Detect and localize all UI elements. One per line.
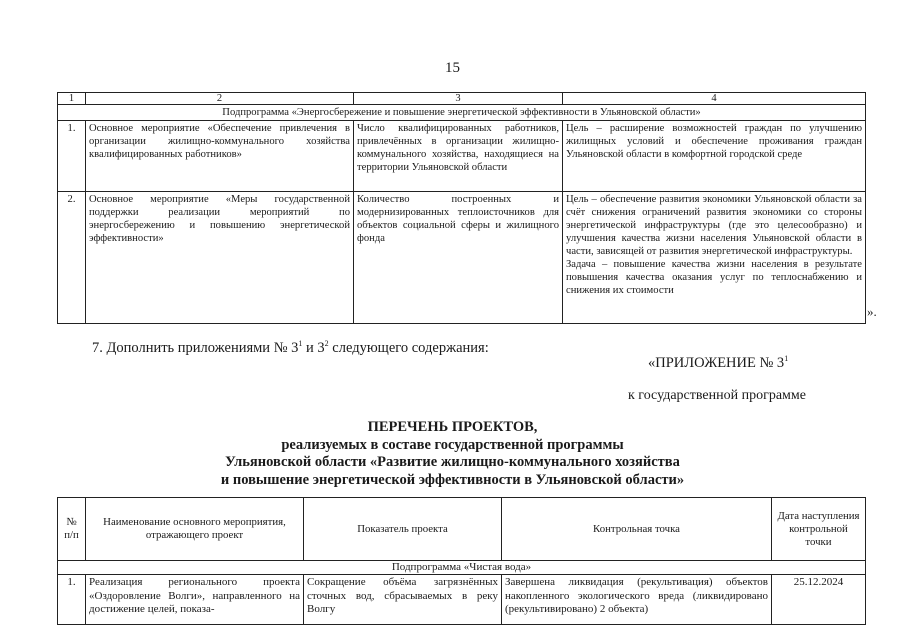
indicator-cell: Число квалифицированных работников, привлечённых в организации жилищно-коммунального хозяйства, находящиеся на территории Ульяновской области — [354, 121, 563, 192]
table-row — [58, 192, 866, 324]
table-energy-saving — [57, 92, 866, 324]
document-title-line: Ульяновской области «Развитие жилищно-коммунального хозяйства — [225, 454, 680, 470]
superscript: 1 — [784, 354, 789, 364]
subprogram-row — [58, 561, 866, 575]
table-header-row — [58, 93, 866, 105]
appendix-label-text: «ПРИЛОЖЕНИЕ № 3 — [648, 355, 785, 371]
item-7-text-end: следующего содержания: — [328, 340, 489, 356]
event-cell: Основное мероприятие «Меры государственной поддержки реализации мероприятий по энергосбережению и повышению энергетической эффективности» — [86, 192, 354, 324]
superscript: 2 — [324, 339, 329, 349]
header-cell: Контрольная точка — [502, 498, 772, 561]
document-title-line: ПЕРЕЧЕНЬ ПРОЕКТОВ, — [367, 419, 538, 435]
row-number: 1. — [58, 575, 86, 625]
date-cell: 25.12.2024 — [772, 575, 866, 625]
header-cell: 4 — [563, 93, 866, 105]
header-cell: Дата наступления контрольной точки — [772, 498, 866, 561]
header-cell: № п/п — [58, 498, 86, 561]
header-cell: Показатель проекта — [304, 498, 502, 561]
header-cell: Наименование основного мероприятия, отражающего проект — [86, 498, 304, 561]
header-cell: 1 — [58, 93, 86, 105]
row-number: 1. — [58, 121, 86, 192]
indicator-cell: Сокращение объёма загрязнённых сточных вод, сбрасываемых в реку Волгу — [304, 575, 502, 625]
item-7-text: 7. Дополнить приложениями № 3 — [92, 340, 299, 356]
item-7-text-mid: и 3 — [302, 340, 325, 356]
closing-quote: ». — [867, 304, 877, 319]
goal-cell — [563, 192, 866, 324]
table-header-row — [58, 498, 866, 561]
header-cell: 3 — [354, 93, 563, 105]
row-number: 2. — [58, 192, 86, 324]
goal-cell — [563, 121, 866, 192]
table-projects — [57, 497, 866, 625]
subprogram-title: Подпрограмма «Чистая вода» — [58, 561, 866, 575]
subprogram-title: Подпрограмма «Энергосбережение и повышение энергетической эффективности в Ульяновской области» — [58, 105, 866, 121]
superscript: 1 — [298, 339, 303, 349]
goal-text: Цель – расширение возможностей граждан по улучшению жилищных условий и обеспечение проживания граждан Ульяновской области в комфортной городской среде — [566, 123, 862, 160]
checkpoint-cell: Завершена ликвидация (рекультивация) объектов накопленного экологического вреда (ликвидировано (рекультивировано) 2 объекта) — [502, 575, 772, 625]
task-text: Задача – повышение качества жизни населения в результате повышения качества оказания услуг по теплоснабжению и снижения их стоимости — [566, 259, 862, 296]
document-title-line: реализуемых в составе государственной программы — [281, 437, 624, 453]
event-cell: Основное мероприятие «Обеспечение привлечения в организации жилищно-коммунального хозяйства квалифицированных работников» — [86, 121, 354, 192]
page-number: 15 — [445, 60, 460, 76]
table-row — [58, 121, 866, 192]
goal-text: Цель – обеспечение развития экономики Ульяновской области за счёт снижения ограничений развития экономики со стороны энергетической инфраструктуры (где это целесообразно) и улучшения качества жизни населения Ульяновской области в части, зависящей от развития энергетической инфраструктуры. — [566, 194, 862, 257]
event-cell: Реализация регионального проекта «Оздоровление Волги», направленного на достижение целей, показа- — [86, 575, 304, 625]
appendix-label — [648, 355, 788, 372]
document-title-line: и повышение энергетической эффективности в Ульяновской области» — [220, 472, 685, 488]
table-row — [58, 575, 866, 625]
item-7-paragraph — [92, 340, 489, 357]
header-cell: 2 — [86, 93, 354, 105]
subprogram-row — [58, 105, 866, 121]
indicator-cell: Количество построенных и модернизированных теплоисточников для объектов социальной сферы и жилищного фонда — [354, 192, 563, 324]
appendix-subtitle: к государственной программе — [628, 388, 806, 403]
